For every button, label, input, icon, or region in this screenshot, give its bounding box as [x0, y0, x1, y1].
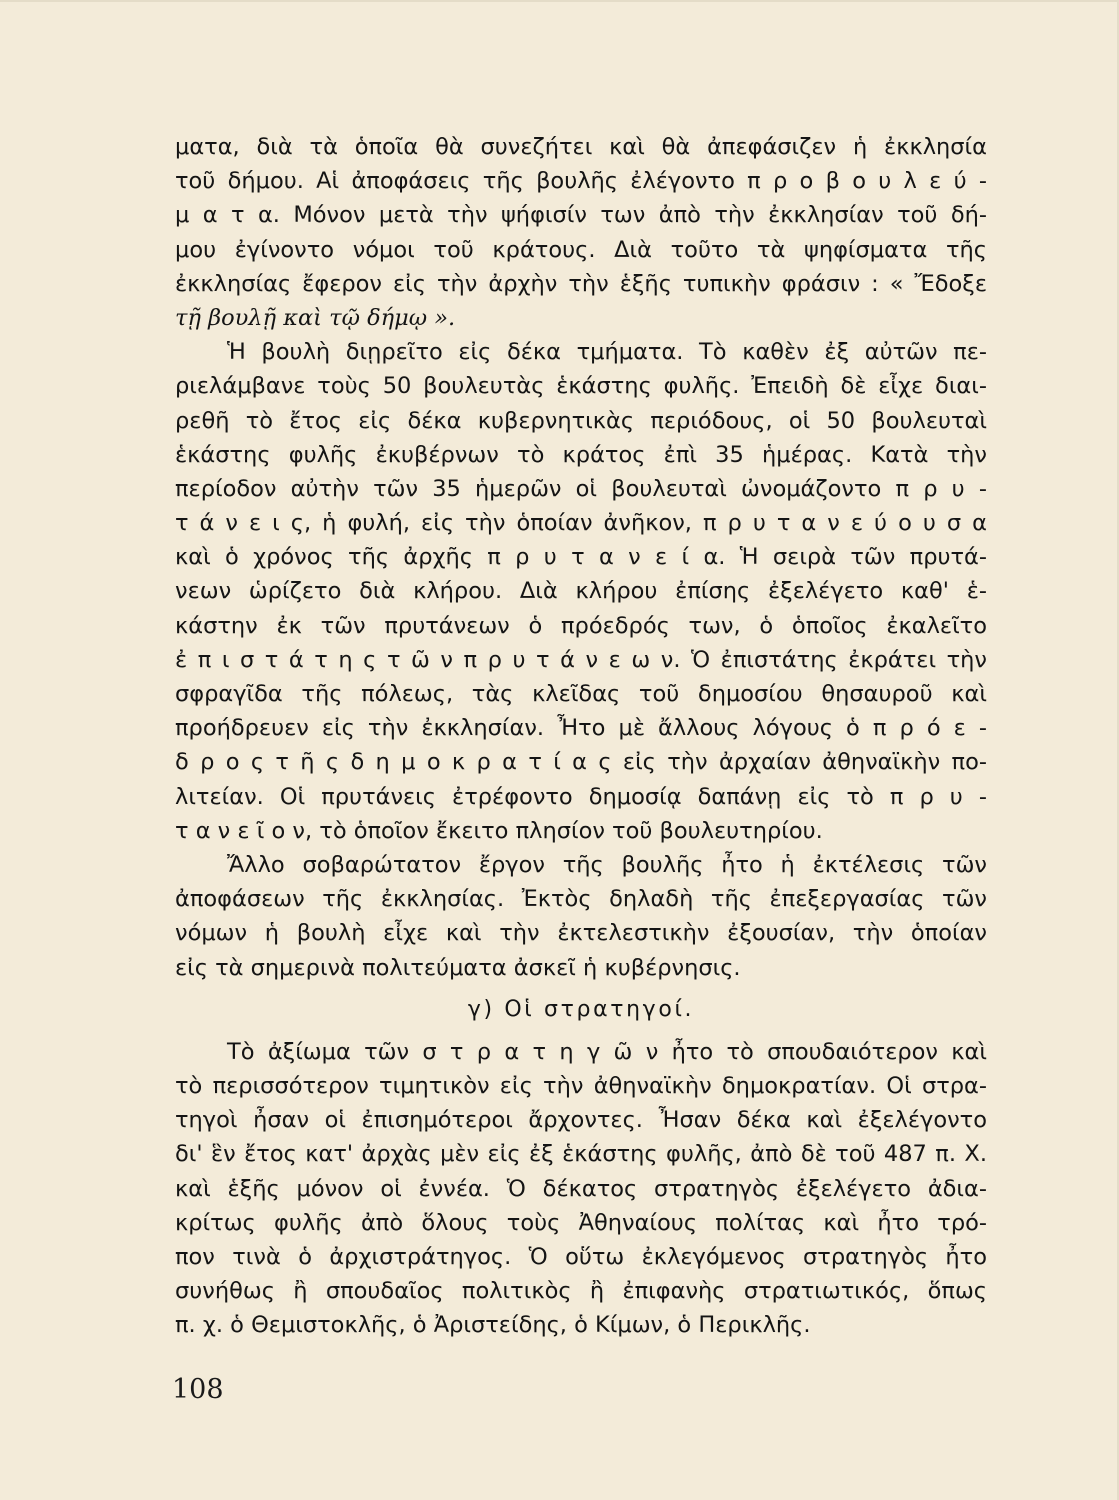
text-line: τὸ περισσότερον τιμητικὸν εἰς τὴν ἀθηναϊκὴν δημοκρατίαν. Οἱ στρα-: [175, 1073, 987, 1100]
text-line: εἰς τὰ σημερινὰ πολιτεύματα ἀσκεῖ ἡ κυβέρνησις.: [175, 954, 741, 981]
text-line: κάστην ἐκ τῶν πρυτάνεων ὁ πρόεδρός των, ὁ ὁποῖος ἐκαλεῖτο: [175, 612, 987, 639]
text-line: ἐκκλησίας ἔφερον εἰς τὴν ἀρχὴν τὴν ἑξῆς τυπικὴν φράσιν : « Ἔδοξε: [175, 270, 987, 297]
text-line: ριελάμβανε τοὺς 50 βουλευτὰς ἑκάστης φυλῆς. Ἐπειδὴ δὲ εἶχε διαι-: [175, 373, 987, 400]
text-line: ματα, διὰ τὰ ὁποῖα θὰ συνεζήτει καὶ θὰ ἀπεφάσιζεν ἡ ἐκκλησία: [175, 134, 987, 160]
text-line: νόμων ἡ βουλὴ εἶχε καὶ τὴν ἐκτελεστικὴν ἐξουσίαν, τὴν ὁποίαν: [175, 920, 987, 947]
text-line: τηγοὶ ἦσαν οἱ ἐπισημότεροι ἄρχοντες. Ἦσαν δέκα καὶ ἐξελέγοντο: [175, 1107, 987, 1134]
text-line: τοῦ δήμου. Αἱ ἀποφάσεις τῆς βουλῆς ἐλέγοντο π ρ ο β ο υ λ ε ύ -: [175, 168, 987, 195]
text-line: πον τινὰ ὁ ἀρχιστράτηγος. Ὁ οὕτω ἐκλεγόμενος στρατηγὸς ἦτο: [175, 1244, 987, 1270]
text-line: λιτείαν. Οἱ πρυτάνεις ἐτρέφοντο δημοσίᾳ δαπάνῃ εἰς τὸ π ρ υ -: [175, 783, 987, 810]
text-line: π. χ. ὁ Θεμιστοκλῆς, ὁ Ἀριστείδης, ὁ Κίμων, ὁ Περικλῆς.: [175, 1312, 811, 1339]
text-line: κρίτως φυλῆς ἀπὸ ὅλους τοὺς Ἀθηναίους πολίτας καὶ ἦτο τρό-: [175, 1209, 987, 1236]
section-spacer: [175, 985, 987, 993]
paragraph-start-line: Ἄλλο σοβαρώτατον ἔργον τῆς βουλῆς ἦτο ἡ ἐκτέλεσις τῶν: [227, 851, 987, 878]
section-spacer: [175, 1027, 987, 1035]
text-line: τ α ν ε ῖ ο ν, τὸ ὁποῖον ἔκειτο πλησίον τοῦ βουλευτηρίου.: [175, 817, 823, 844]
text-line: περίοδον αὐτὴν τῶν 35 ἡμερῶν οἱ βουλευταὶ ὠνομάζοντο π ρ υ -: [175, 475, 987, 502]
body-text: [175, 130, 987, 1343]
text-line: μου ἐγίνοντο νόμοι τοῦ κράτους. Διὰ τοῦτο τὰ ψηφίσματα τῆς: [175, 236, 987, 263]
text-line: ἑκάστης φυλῆς ἐκυβέρνων τὸ κράτος ἐπὶ 35 ἡμέρας. Κατὰ τὴν: [175, 441, 987, 468]
text-line: μ α τ α. Μόνον μετὰ τὴν ψήφισίν των ἀπὸ τὴν ἐκκλησίαν τοῦ δή-: [175, 202, 987, 229]
text-line: τῇ βουλῇ καὶ τῷ δήμῳ ».: [175, 304, 456, 331]
paragraph-start-line: Ἡ βουλὴ διῃρεῖτο εἰς δέκα τμήματα. Τὸ καθὲν ἐξ αὐτῶν πε-: [227, 339, 987, 366]
text-line: συνήθως ἢ σπουδαῖος πολιτικὸς ἢ ἐπιφανὴς στρατιωτικός, ὅπως: [175, 1278, 987, 1305]
section-heading: γ) Οἱ στρατηγοί.: [467, 996, 695, 1022]
paragraph-start-line: Τὸ ἀξίωμα τῶν σ τ ρ α τ η γ ῶ ν ἦτο τὸ σπουδαιότερον καὶ: [227, 1038, 987, 1065]
text-line: καὶ ὁ χρόνος τῆς ἀρχῆς π ρ υ τ α ν ε ί α. Ἡ σειρὰ τῶν πρυτά-: [175, 544, 987, 571]
text-line: καὶ ἑξῆς μόνον οἱ ἐννέα. Ὁ δέκατος στρατηγὸς ἐξελέγετο ἀδια-: [175, 1175, 987, 1202]
text-line: ρεθῆ τὸ ἔτος εἰς δέκα κυβερνητικὰς περιόδους, οἱ 50 βουλευταὶ: [175, 407, 987, 434]
text-line: δ ρ ο ς τ ῆ ς δ η μ ο κ ρ α τ ί α ς εἰς τὴν ἀρχαίαν ἀθηναϊκὴν πο-: [175, 749, 987, 776]
page-number: 108: [172, 1374, 224, 1405]
text-line: ἐ π ι σ τ ά τ η ς τ ῶ ν π ρ υ τ ά ν ε ω ν. Ὁ ἐπιστάτης ἐκράτει τὴν: [175, 646, 987, 673]
text-line: σφραγῖδα τῆς πόλεως, τὰς κλεῖδας τοῦ δημοσίου θησαυροῦ καὶ: [175, 681, 987, 707]
text-line: δι' ἓν ἔτος κατ' ἀρχὰς μὲν εἰς ἐξ ἑκάστης φυλῆς, ἀπὸ δὲ τοῦ 487 π. Χ.: [175, 1141, 987, 1168]
text-line: ἀποφάσεων τῆς ἐκκλησίας. Ἐκτὸς δηλαδὴ τῆς ἐπεξεργασίας τῶν: [175, 886, 987, 913]
text-line: τ ά ν ε ι ς, ἡ φυλή, εἰς τὴν ὁποίαν ἀνῆκον, π ρ υ τ α ν ε ύ ο υ σ α: [175, 510, 987, 537]
text-line: νεων ὡρίζετο διὰ κλήρου. Διὰ κλήρου ἐπίσης ἐξελέγετο καθ' ἑ-: [175, 578, 987, 605]
text-line: προήδρευεν εἰς τὴν ἐκκλησίαν. Ἦτο μὲ ἄλλους λόγους ὁ π ρ ό ε -: [175, 715, 987, 742]
